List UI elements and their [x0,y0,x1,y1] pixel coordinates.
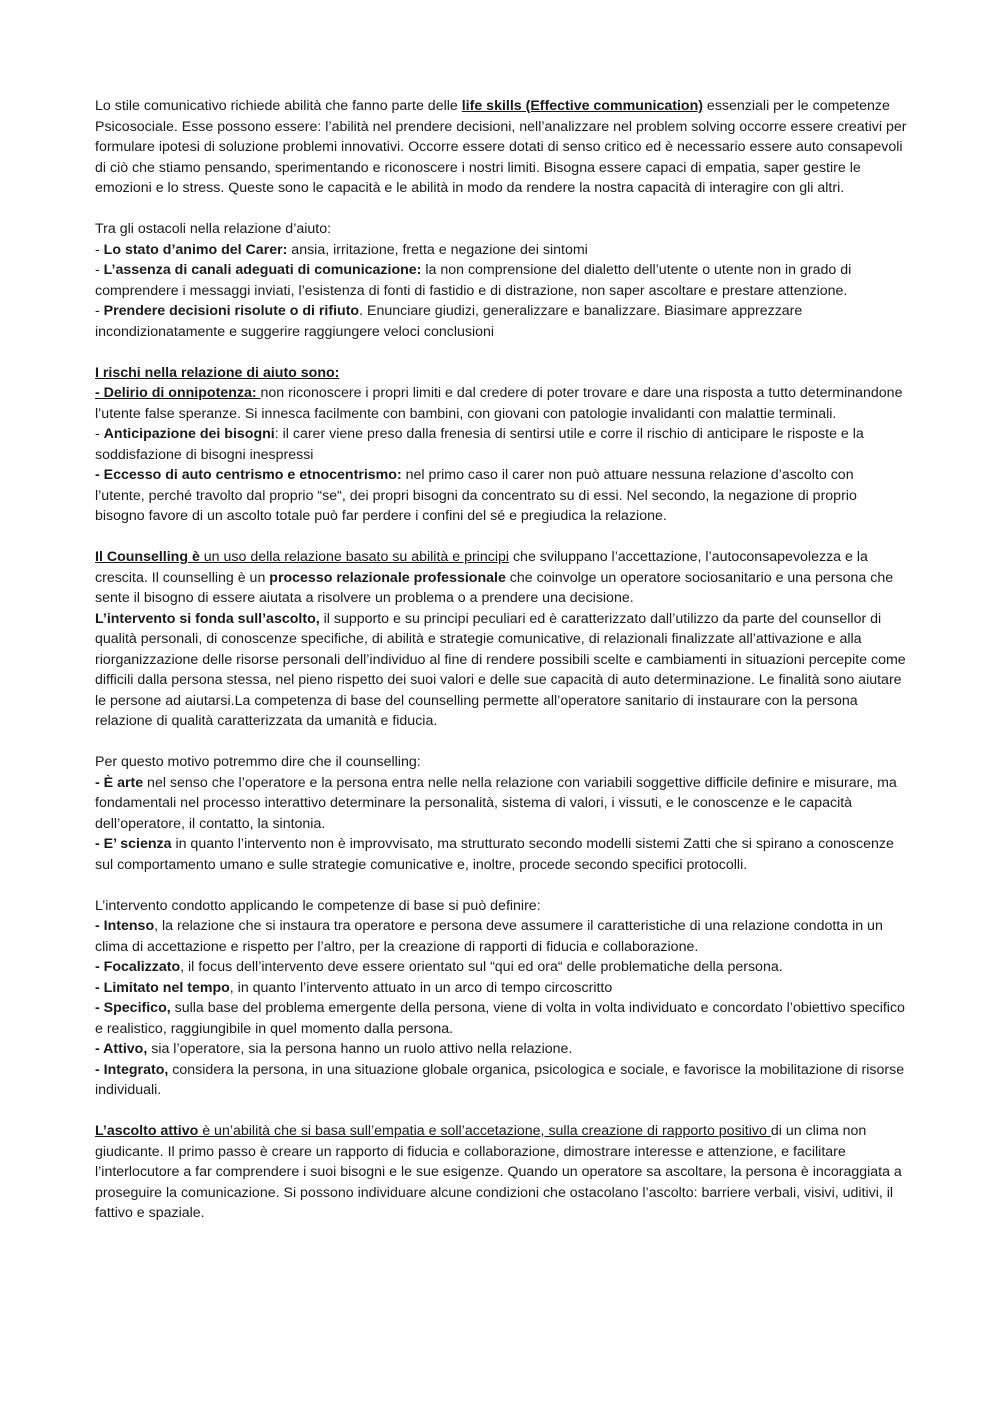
intervento-item-attivo: - Attivo, sia l’operatore, sia la persona hanno un ruolo attivo nella relazione. [95,1041,573,1057]
intervento-item-limitato: - Limitato nel tempo, in quanto l’intervento attuato in un arco di tempo circoscritto [95,979,613,996]
intervento-item-integrato: - Integrato, considera la persona, in una situazione globale organica, psicologica e sociale, e favorisce la mobilitazione di risorse individuali. [95,1061,905,1098]
rischi-item-anticipazione: - Anticipazione dei bisogni: il carer viene preso dalla frenesia di sentirsi utile e corre il rischio di anticipare le risposte e la soddisfazione di bisogni inespressi [95,426,864,463]
ostacoli-intro: Tra gli ostacoli nella relazione d’aiuto: [95,221,332,237]
ostacoli-item-decisioni: - Prendere decisioni risolute o di rifiuto. Enunciare giudizi, generalizzare e banalizzare. Biasimare apprezzare incondizionatamente e suggerire raggiungere veloci conclusioni [95,303,803,340]
rischi-item-eccesso: - Eccesso di auto centrismo e etnocentrismo: nel primo caso il carer non può attuare nessuna relazione d’ascolto con l’utente, perché travolto dal proprio “se“, dei propri bisogni da concentrato su di essi. Nel secondo, la negazione di proprio bisogno favore di un ascolto totale può far perdere i confini del sé e pregiudica la relazione. [95,467,857,524]
life-skills-term: life skills (Effective communication) [461,98,703,114]
ostacoli-item-canali: - L’assenza di canali adeguati di comunicazione: la non comprensione del dialetto dell’utente o utente non in grado di comprendere i messaggi inviati, l’esistenza di fonti di fastidio e di distrazione, non saper ascoltare e prestare attenzione. [95,262,852,299]
intro-paragraph: Lo stile comunicativo richiede abilità che fanno parte delle life skills (Effective communication) essenziali per le competenze Psicosociale. Esse possono essere: l’abilità nel prendere decisioni, nell’analizzare nel problem solving occorre essere creativi per formulare ipotesi di soluzione problemi innovativi. Occorre essere dotati di senso critico ed è necessario essere auto consapevoli di ciò che stiamo pensando, sperimentando e riconoscere i nostri limiti. Bisogna essere capaci di empatia, saper gestire le emozioni e lo stress. Queste sono le capacità e le abilità in modo da rendere la nostra capacità di interagire con gli altri. [95,98,907,196]
ascolto-paragraph: L’ascolto attivo è un’abilità che si basa sull’empatia e soll’accetazione, sulla creazione di rapporto positivo di un clima non giudicante. Il primo passo è creare un rapporto di fiducia e collaborazione, dimostrare interesse e attenzione, e facilitare l’interlocutore a far comprendere i suoi bisogni e le sue esigenze. Quando un operatore sa ascoltare, la persona è incoraggiata a proseguire la comunicazione. Si possono individuare alcune condizioni che ostacolano l’ascolto: barriere verbali, visivi, uditivi, il fattivo e spaziale. [95,1123,902,1221]
rischi-item-delirio: - Delirio di onnipotenza: non riconoscere i propri limiti e dal credere di poter trovare e dare una risposta a tutto determinandone l’utente false speranze. Si innesca facilmente con bambini, con giovani con patologie invalidanti con malattie terminali. [95,385,903,422]
document-page [95,96,907,1224]
intervento-intro: L’intervento condotto applicando le competenze di base si può definire: [95,897,541,914]
intervento-item-focalizzato: - Focalizzato, il focus dell’intervento deve essere orientato sul “qui ed ora“ delle problematiche della persona. [95,959,783,975]
intervento-item-intenso: - Intenso, la relazione che si instaura tra operatore e persona deve assumere il caratteristiche di una relazione condotta in un clima di accettazione e rispetto per l’altro, per la creazione di rapporti di fiducia e collaborazione. [95,918,883,955]
intervento-ascolto-paragraph: L’intervento si fonda sull’ascolto, il supporto e su principi peculiari ed è caratterizzato dall’utilizzo da parte del counsellor di qualità personali, di conoscenze specifiche, di abilità e strategie comunicative, di relazionali finalizzate all’attivazione e alla riorganizzazione delle risorse personali dell’individuo al fine di rendere possibili scelte e cambiamenti in situazioni percepite come difficili dalla persona stessa, nel pieno rispetto dei suoi valori e delle sue capacità di auto determinazione. Le finalità sono aiutare le persone ad aiutarsi.La competenza di base del counselling permette all’operatore sanitario di instaurare con la persona relazione di qualità caratterizzata da umanità e fiducia. [95,610,906,729]
rischi-heading: I rischi nella relazione di aiuto sono: [95,364,340,381]
ostacoli-item-carer: - Lo stato d’animo del Carer: ansia, irritazione, fretta e negazione dei sintomi [95,241,588,258]
counselling-paragraph: Il Counselling è un uso della relazione basato su abilità e principi che sviluppano l’accettazione, l’autoconsapevolezza e la crescita. Il counselling è un processo relazionale professionale che coinvolge un operatore sociosanitario e una persona che sente il bisogno di essere aiutata a risolvere un problema o a prendere una decisione. [95,549,894,606]
motivo-intro: Per questo motivo potremmo dire che il counselling: [95,754,421,770]
motivo-item-scienza: - E’ scienza in quanto l’intervento non è improvvisato, ma strutturato secondo modelli sistemi Zatti che si spirano a conoscenze sul comportamento umano e sulle strategie comunicative e, inoltre, procede secondo specifici protocolli. [95,836,894,873]
motivo-item-arte: - È arte nel senso che l’operatore e la persona entra nelle nella relazione con variabili soggettive difficile definire e misurare, ma fondamentali nel processo interattivo determinare la personalità, sistema di valori, i vissuti, e le conoscenze e le capacità dell’operatore, il contatto, la sintonia. [95,774,897,832]
intervento-item-specifico: - Specifico, sulla base del problema emergente della persona, viene di volta in volta individuato e concordato l’obiettivo specifico e realistico, raggiungibile in quel momento dalla persona. [95,1000,905,1037]
